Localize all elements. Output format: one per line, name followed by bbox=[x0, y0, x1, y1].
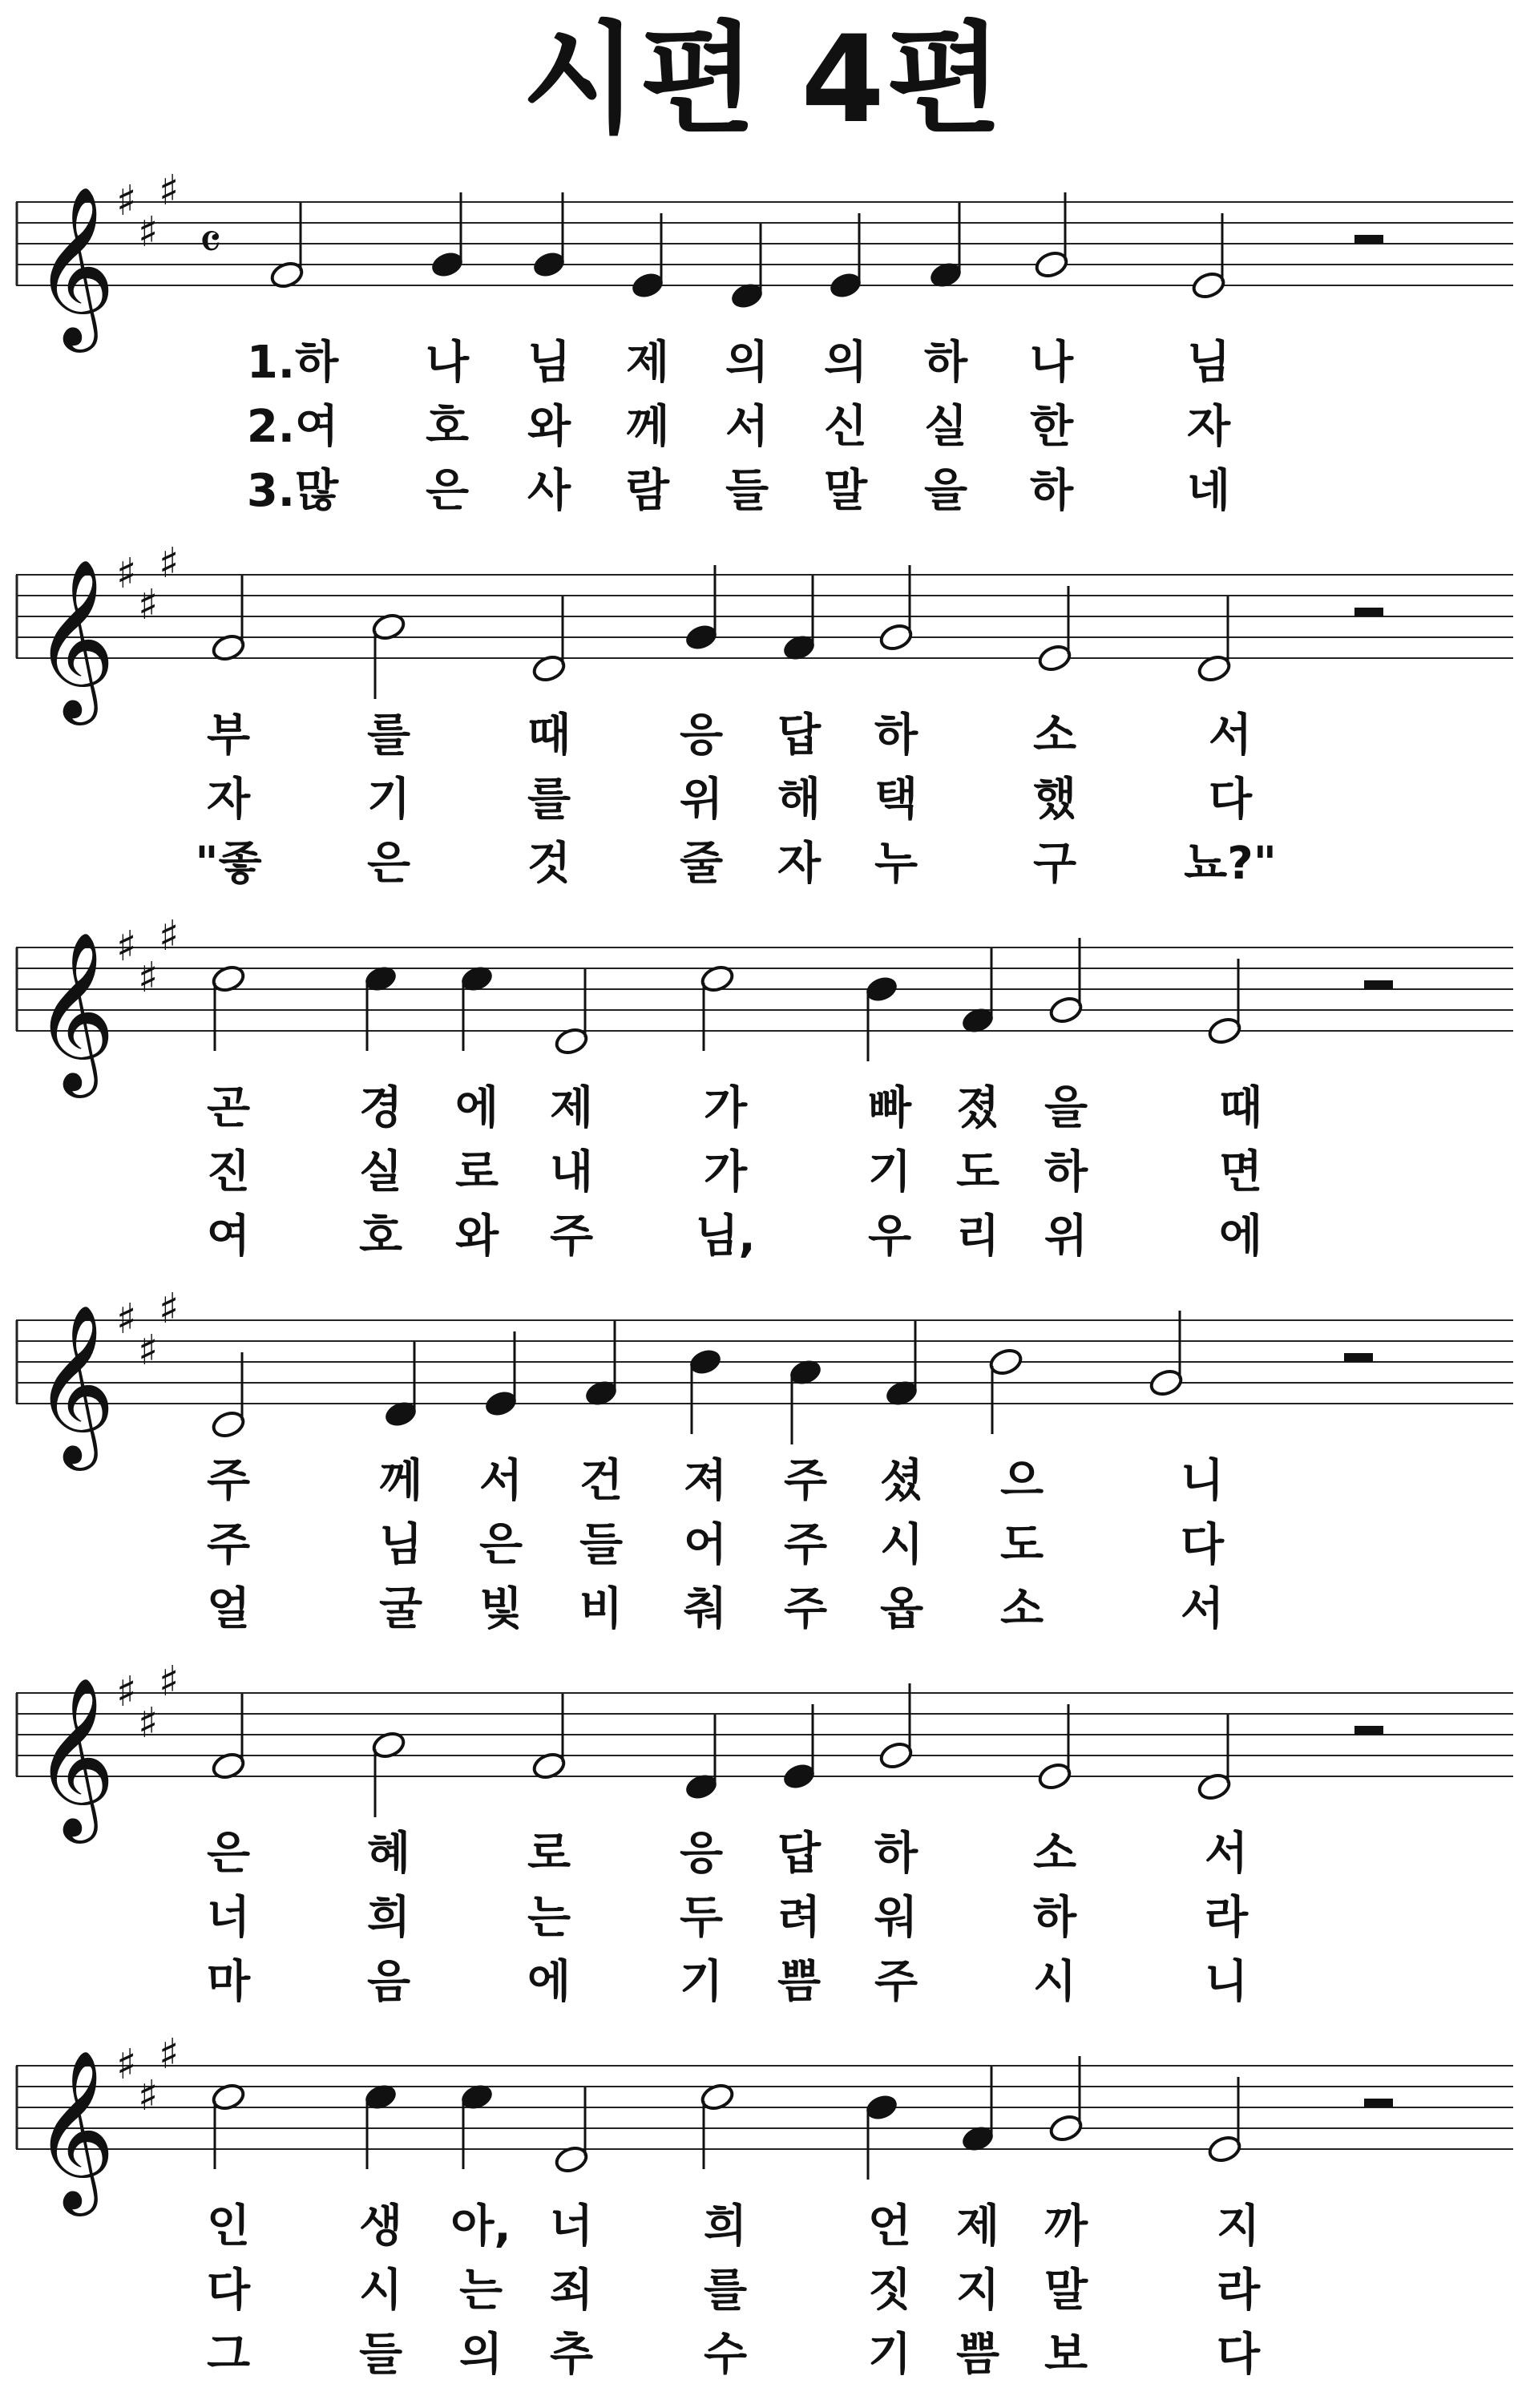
lyric-syllable: 주 bbox=[206, 1519, 251, 1571]
lyric-syllable: 님 bbox=[378, 1519, 423, 1571]
lyric-syllable: 옵 bbox=[879, 1583, 924, 1635]
lyric-line-verse-3 bbox=[0, 1206, 1526, 1271]
lyric-syllable: 네 bbox=[1186, 465, 1231, 517]
lyric-syllable: 워 bbox=[874, 1892, 918, 1944]
lyric-syllable: 는 bbox=[527, 1892, 571, 1944]
lyric-syllable: 와 bbox=[527, 401, 571, 453]
lyric-syllable: 자 bbox=[1186, 401, 1231, 453]
staff bbox=[0, 160, 1526, 345]
lyric-line-verse-2 bbox=[0, 770, 1526, 834]
lyric-syllable: 생 bbox=[358, 2200, 403, 2252]
music-system bbox=[0, 160, 1526, 517]
half-rest-icon bbox=[1354, 1726, 1383, 1735]
lyric-syllable: 했 bbox=[1032, 774, 1077, 826]
lyric-syllable: 기 bbox=[867, 2329, 912, 2381]
lyric-syllable: 께 bbox=[378, 1455, 423, 1507]
sharp-icon: ♯ bbox=[138, 1699, 159, 1747]
lyric-syllable: 언 bbox=[867, 2200, 912, 2252]
lyric-syllable: 희 bbox=[703, 2200, 748, 2252]
lyric-line-verse-1 bbox=[0, 1078, 1526, 1142]
lyric-syllable: 호 bbox=[358, 1210, 403, 1263]
lyric-syllable: 답 bbox=[777, 1828, 822, 1880]
lyric-syllable: 도 bbox=[955, 1146, 1000, 1198]
lyric-syllable: 면 bbox=[1218, 1146, 1263, 1198]
lyric-syllable: 때 bbox=[527, 709, 571, 762]
lyric-syllable: 택 bbox=[874, 774, 918, 826]
lyric-syllable: 답 bbox=[777, 709, 822, 762]
lyric-syllable: 자 bbox=[206, 774, 251, 826]
lyric-syllable: 빛 bbox=[478, 1583, 523, 1635]
lyric-syllable: 의 bbox=[823, 337, 868, 389]
sharp-icon: ♯ bbox=[159, 539, 180, 588]
treble-clef-icon: 𝄞 bbox=[34, 1675, 115, 1836]
lyric-syllable: 을 bbox=[1044, 1082, 1088, 1134]
lyric-line-verse-2 bbox=[0, 1515, 1526, 1579]
sharp-icon: ♯ bbox=[116, 1295, 137, 1343]
lyric-syllable: 다 bbox=[1180, 1519, 1225, 1571]
lyric-syllable: 너 bbox=[549, 2200, 594, 2252]
lyric-syllable: 셨 bbox=[879, 1455, 924, 1507]
lyric-line-verse-2 bbox=[0, 2261, 1526, 2325]
half-rest-icon bbox=[1364, 2099, 1393, 2107]
lyric-syllable: 로 bbox=[454, 1146, 499, 1198]
half-rest-icon bbox=[1364, 980, 1393, 989]
lyric-syllable: 제 bbox=[625, 337, 670, 389]
lyric-line-verse-2 bbox=[0, 1888, 1526, 1952]
lyric-syllable: 은 bbox=[478, 1519, 523, 1571]
lyric-syllable: 의 bbox=[458, 2329, 503, 2381]
lyric-syllable: 호 bbox=[425, 401, 470, 453]
treble-clef-icon: 𝄞 bbox=[34, 2048, 115, 2209]
music-system bbox=[0, 1651, 1526, 2008]
sharp-icon: ♯ bbox=[116, 1668, 137, 1716]
lyric-syllable: 사 bbox=[527, 465, 571, 517]
staff bbox=[0, 1651, 1526, 1836]
sharp-icon: ♯ bbox=[138, 208, 159, 257]
lyric-line-verse-1 bbox=[0, 333, 1526, 397]
lyric-line-verse-3 bbox=[0, 1952, 1526, 2016]
lyric-syllable: 서 bbox=[1208, 709, 1253, 762]
lyric-syllable: 곤 bbox=[206, 1082, 251, 1134]
lyric-syllable: 은 bbox=[206, 1828, 251, 1880]
lyric-syllable: 1.하 bbox=[246, 337, 339, 389]
lyric-syllable: 까 bbox=[1044, 2200, 1088, 2252]
lyric-syllable: 도 bbox=[999, 1519, 1044, 1571]
lyric-syllable: 다 bbox=[1216, 2329, 1261, 2381]
lyric-syllable: 을 bbox=[923, 465, 968, 517]
lyric-syllable: 서 bbox=[1204, 1828, 1249, 1880]
lyric-syllable: 가 bbox=[703, 1082, 748, 1134]
lyric-syllable: 주 bbox=[783, 1583, 828, 1635]
lyric-syllable: 를 bbox=[527, 774, 571, 826]
lyric-syllable: 희 bbox=[366, 1892, 411, 1944]
lyric-syllable: 려 bbox=[777, 1892, 822, 1944]
lyric-syllable: 하 bbox=[874, 1828, 918, 1880]
lyric-syllable: 서 bbox=[1180, 1583, 1225, 1635]
lyric-syllable: 말 bbox=[1044, 2265, 1088, 2317]
lyric-syllable: 비 bbox=[579, 1583, 624, 1635]
sharp-icon: ♯ bbox=[138, 1327, 159, 1375]
lyric-syllable: 님 bbox=[527, 337, 571, 389]
lyric-syllable: 에 bbox=[454, 1082, 499, 1134]
lyric-syllable: 기 bbox=[366, 774, 411, 826]
lyric-syllable: 짓 bbox=[867, 2265, 912, 2317]
lyric-line-verse-1 bbox=[0, 1451, 1526, 1515]
lyric-syllable: 제 bbox=[955, 2200, 1000, 2252]
lyric-syllable: 구 bbox=[1032, 838, 1077, 890]
lyric-syllable: 마 bbox=[206, 1956, 251, 2008]
lyric-syllable: 추 bbox=[549, 2329, 594, 2381]
lyric-syllable: 것 bbox=[527, 838, 571, 890]
lyric-syllable: 쁨 bbox=[777, 1956, 822, 2008]
lyric-syllable: 의 bbox=[725, 337, 769, 389]
lyric-line-verse-2 bbox=[0, 397, 1526, 461]
lyric-syllable: 위 bbox=[679, 774, 724, 826]
lyric-syllable: 제 bbox=[549, 1082, 594, 1134]
lyric-syllable: 소 bbox=[1032, 709, 1077, 762]
lyric-syllable: 리 bbox=[955, 1210, 1000, 1263]
lyric-syllable: 말 bbox=[823, 465, 868, 517]
sharp-icon: ♯ bbox=[116, 2041, 137, 2089]
lyric-syllable: 들 bbox=[358, 2329, 403, 2381]
sharp-icon: ♯ bbox=[159, 1658, 180, 1706]
lyric-syllable: 를 bbox=[703, 2265, 748, 2317]
lyric-syllable: 에 bbox=[527, 1956, 571, 2008]
lyric-syllable: 기 bbox=[867, 1146, 912, 1198]
treble-clef-icon: 𝄞 bbox=[34, 184, 115, 345]
lyric-line-verse-3 bbox=[0, 2325, 1526, 2389]
lyric-syllable: 주 bbox=[783, 1455, 828, 1507]
lyric-syllable: 진 bbox=[206, 1146, 251, 1198]
staff bbox=[0, 1279, 1526, 1464]
lyric-syllable: 혜 bbox=[366, 1828, 411, 1880]
lyric-syllable: 줄 bbox=[679, 838, 724, 890]
lyric-syllable: 실 bbox=[358, 1146, 403, 1198]
lyric-line-verse-3 bbox=[0, 834, 1526, 898]
lyric-syllable: 너 bbox=[206, 1892, 251, 1944]
lyric-syllable: 께 bbox=[625, 401, 670, 453]
lyric-syllable: 니 bbox=[1180, 1455, 1225, 1507]
lyric-syllable: 때 bbox=[1218, 1082, 1263, 1134]
lyric-syllable: 하 bbox=[1044, 1146, 1088, 1198]
lyric-syllable: 수 bbox=[703, 2329, 748, 2381]
lyric-syllable: 다 bbox=[206, 2265, 251, 2317]
lyric-syllable: 님, bbox=[695, 1210, 756, 1263]
lyric-syllable: 나 bbox=[425, 337, 470, 389]
lyric-syllable: 님 bbox=[1186, 337, 1231, 389]
lyric-syllable: 춰 bbox=[683, 1583, 728, 1635]
lyric-syllable: 경 bbox=[358, 1082, 403, 1134]
lyric-syllable: 쁨 bbox=[955, 2329, 1000, 2381]
lyric-syllable: 응 bbox=[679, 1828, 724, 1880]
lyric-syllable: 3.많 bbox=[246, 465, 339, 517]
lyric-syllable: 부 bbox=[206, 709, 251, 762]
lyric-syllable: 빠 bbox=[867, 1082, 912, 1134]
lyric-syllable: 음 bbox=[366, 1956, 411, 2008]
lyric-syllable: 시 bbox=[1032, 1956, 1077, 2008]
treble-clef-icon: 𝄞 bbox=[34, 1303, 115, 1464]
lyric-syllable: 여 bbox=[206, 1210, 251, 1263]
lyric-syllable: 2.여 bbox=[246, 401, 339, 453]
lyric-syllable: 에 bbox=[1218, 1210, 1263, 1263]
lyric-syllable: 졌 bbox=[955, 1082, 1000, 1134]
half-rest-icon bbox=[1354, 235, 1383, 244]
treble-clef-icon: 𝄞 bbox=[34, 557, 115, 718]
lyric-syllable: 내 bbox=[549, 1146, 594, 1198]
staff bbox=[0, 2024, 1526, 2209]
sharp-icon: ♯ bbox=[159, 912, 180, 960]
lyric-syllable: 실 bbox=[923, 401, 968, 453]
lyric-syllable: 아, bbox=[450, 2200, 511, 2252]
music-system bbox=[0, 2024, 1526, 2381]
sharp-icon: ♯ bbox=[159, 2030, 180, 2079]
staff bbox=[0, 533, 1526, 718]
lyric-syllable: 두 bbox=[679, 1892, 724, 1944]
lyric-syllable: 소 bbox=[1032, 1828, 1077, 1880]
lyric-syllable: 어 bbox=[683, 1519, 728, 1571]
lyric-syllable: 지 bbox=[1216, 2200, 1261, 2252]
treble-clef-icon: 𝄞 bbox=[34, 930, 115, 1091]
lyric-syllable: 신 bbox=[823, 401, 868, 453]
sharp-icon: ♯ bbox=[138, 954, 159, 1002]
lyric-syllable: 소 bbox=[999, 1583, 1044, 1635]
lyric-syllable: 나 bbox=[1029, 337, 1074, 389]
lyric-syllable: 응 bbox=[679, 709, 724, 762]
lyric-syllable: 기 bbox=[679, 1956, 724, 2008]
lyric-syllable: 가 bbox=[703, 1146, 748, 1198]
lyric-syllable: 죄 bbox=[549, 2265, 594, 2317]
lyric-line-verse-1 bbox=[0, 2196, 1526, 2261]
lyric-syllable: 그 bbox=[206, 2329, 251, 2381]
lyric-syllable: 하 bbox=[874, 709, 918, 762]
lyric-syllable: 지 bbox=[955, 2265, 1000, 2317]
sharp-icon: ♯ bbox=[116, 177, 137, 225]
lyric-syllable: 해 bbox=[777, 774, 822, 826]
lyric-syllable: 져 bbox=[683, 1455, 728, 1507]
sharp-icon: ♯ bbox=[116, 923, 137, 971]
lyric-syllable: 니 bbox=[1204, 1956, 1249, 2008]
lyric-syllable: 는 bbox=[458, 2265, 503, 2317]
lyric-syllable: 람 bbox=[625, 465, 670, 517]
lyric-syllable: 들 bbox=[725, 465, 769, 517]
staff bbox=[0, 906, 1526, 1091]
lyric-syllable: 얼 bbox=[206, 1583, 251, 1635]
lyric-syllable: 하 bbox=[1029, 465, 1074, 517]
lyric-syllable: 와 bbox=[454, 1210, 499, 1263]
lyric-syllable: 주 bbox=[206, 1455, 251, 1507]
lyric-syllable: 건 bbox=[579, 1455, 624, 1507]
lyric-syllable: 은 bbox=[425, 465, 470, 517]
lyric-syllable: "좋 bbox=[195, 838, 262, 890]
lyric-syllable: 시 bbox=[879, 1519, 924, 1571]
lyric-syllable: 자 bbox=[777, 838, 822, 890]
lyric-line-verse-2 bbox=[0, 1142, 1526, 1206]
lyric-syllable: 뇨?" bbox=[1184, 838, 1277, 890]
lyric-syllable: 주 bbox=[783, 1519, 828, 1571]
music-system bbox=[0, 533, 1526, 890]
lyric-syllable: 로 bbox=[527, 1828, 571, 1880]
music-system bbox=[0, 906, 1526, 1263]
lyric-syllable: 다 bbox=[1208, 774, 1253, 826]
lyric-syllable: 하 bbox=[923, 337, 968, 389]
lyric-syllable: 굴 bbox=[378, 1583, 423, 1635]
lyric-syllable: 은 bbox=[366, 838, 411, 890]
lyric-syllable: 위 bbox=[1044, 1210, 1088, 1263]
lyric-line-verse-1 bbox=[0, 705, 1526, 770]
lyric-syllable: 들 bbox=[579, 1519, 624, 1571]
lyric-syllable: 주 bbox=[874, 1956, 918, 2008]
lyric-syllable: 누 bbox=[874, 838, 918, 890]
sharp-icon: ♯ bbox=[138, 581, 159, 629]
lyric-syllable: 우 bbox=[867, 1210, 912, 1263]
sharp-icon: ♯ bbox=[138, 2072, 159, 2120]
lyric-syllable: 서 bbox=[725, 401, 769, 453]
music-system bbox=[0, 1279, 1526, 1635]
sharp-icon: ♯ bbox=[116, 550, 137, 598]
lyric-syllable: 를 bbox=[366, 709, 411, 762]
half-rest-icon bbox=[1354, 608, 1383, 616]
lyric-syllable: 한 bbox=[1029, 401, 1074, 453]
lyric-syllable: 라 bbox=[1204, 1892, 1249, 1944]
lyric-line-verse-1 bbox=[0, 1824, 1526, 1888]
lyric-syllable: 서 bbox=[478, 1455, 523, 1507]
lyric-line-verse-3 bbox=[0, 461, 1526, 525]
sharp-icon: ♯ bbox=[159, 167, 180, 215]
lyric-syllable: 라 bbox=[1216, 2265, 1261, 2317]
lyric-syllable: 시 bbox=[358, 2265, 403, 2317]
lyric-syllable: 하 bbox=[1032, 1892, 1077, 1944]
hymn-title: 시편 4편 bbox=[522, 10, 1004, 150]
sharp-icon: ♯ bbox=[159, 1285, 180, 1333]
lyric-syllable: 으 bbox=[999, 1455, 1044, 1507]
lyric-syllable: 주 bbox=[549, 1210, 594, 1263]
half-rest-icon bbox=[1344, 1353, 1373, 1362]
time-signature: 𝄴 bbox=[199, 213, 222, 273]
lyric-syllable: 인 bbox=[206, 2200, 251, 2252]
lyric-line-verse-3 bbox=[0, 1579, 1526, 1643]
lyric-syllable: 보 bbox=[1044, 2329, 1088, 2381]
